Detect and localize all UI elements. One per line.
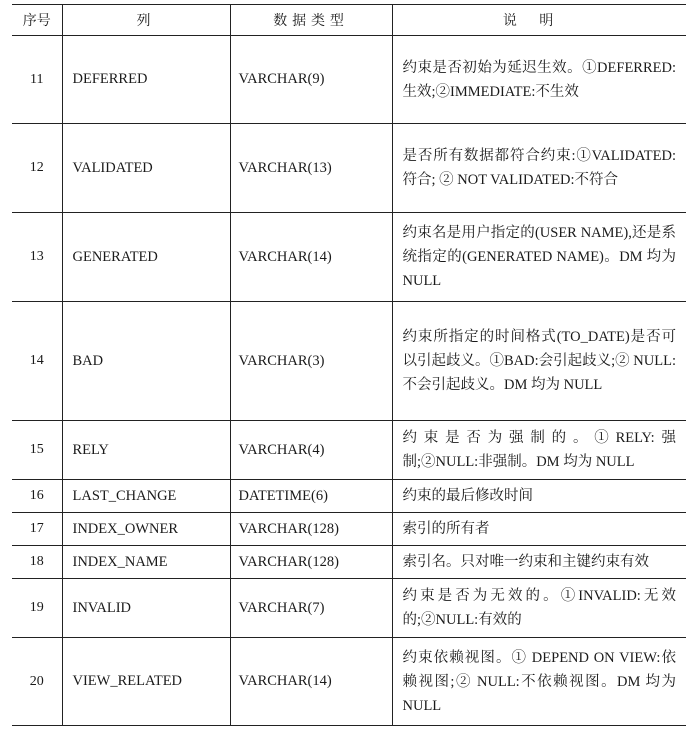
cell-type: VARCHAR(13) [230,124,392,213]
header-type: 数据类型 [230,5,392,36]
table-row [12,124,686,213]
cell-column: GENERATED [62,213,230,302]
cell-column: INDEX_NAME [62,546,230,579]
header-column: 列 [62,5,230,36]
cell-seq: 15 [12,421,62,480]
cell-seq: 12 [12,124,62,213]
table-row [12,546,686,579]
cell-seq: 18 [12,546,62,579]
cell-column: INVALID [62,579,230,638]
cell-column: VALIDATED [62,124,230,213]
cell-seq: 17 [12,513,62,546]
cell-column: BAD [62,302,230,421]
cell-seq: 14 [12,302,62,421]
cell-desc: 约束是否初始为延迟生效。①DEFERRED:生效;②IMMEDIATE:不生效 [392,36,686,124]
cell-desc: 索引名。只对唯一约束和主键约束有效 [392,546,686,579]
cell-type: VARCHAR(14) [230,213,392,302]
cell-seq: 13 [12,213,62,302]
table-row [12,302,686,421]
cell-type: VARCHAR(9) [230,36,392,124]
cell-column: DEFERRED [62,36,230,124]
cell-seq: 11 [12,36,62,124]
cell-column: RELY [62,421,230,480]
cell-desc: 索引的所有者 [392,513,686,546]
cell-type: DATETIME(6) [230,480,392,513]
cell-column: INDEX_OWNER [62,513,230,546]
cell-column: LAST_CHANGE [62,480,230,513]
cell-seq: 16 [12,480,62,513]
table-row [12,638,686,726]
header-row [12,5,686,36]
cell-type: VARCHAR(3) [230,302,392,421]
table-row [12,421,686,480]
document-table-wrapper [12,4,686,726]
cell-type: VARCHAR(128) [230,513,392,546]
cell-desc: 约束的最后修改时间 [392,480,686,513]
cell-desc: 是否所有数据都符合约束:①VALIDATED: 符合; ② NOT VALIDATED:不符合 [392,124,686,213]
header-desc: 说明 [392,5,686,36]
cell-type: VARCHAR(14) [230,638,392,726]
cell-desc: 约束名是用户指定的(USER NAME),还是系统指定的(GENERATED NAME)。DM 均为 NULL [392,213,686,302]
table-row [12,480,686,513]
cell-type: VARCHAR(7) [230,579,392,638]
cell-column: VIEW_RELATED [62,638,230,726]
cell-desc: 约束所指定的时间格式(TO_DATE)是否可以引起歧义。①BAD:会引起歧义;② NULL:不会引起歧义。DM 均为 NULL [392,302,686,421]
cell-seq: 19 [12,579,62,638]
table-row [12,36,686,124]
table-row [12,513,686,546]
header-seq: 序号 [12,5,62,36]
constraint-columns-table [12,4,686,726]
cell-desc: 约束是否为强制的。①RELY:强制;②NULL:非强制。DM 均为 NULL [392,421,686,480]
table-row [12,579,686,638]
table-row [12,213,686,302]
cell-desc: 约束是否为无效的。①INVALID:无效的;②NULL:有效的 [392,579,686,638]
cell-type: VARCHAR(128) [230,546,392,579]
cell-desc: 约束依赖视图。① DEPEND ON VIEW:依赖视图;② NULL:不依赖视图。DM 均为 NULL [392,638,686,726]
cell-seq: 20 [12,638,62,726]
cell-type: VARCHAR(4) [230,421,392,480]
